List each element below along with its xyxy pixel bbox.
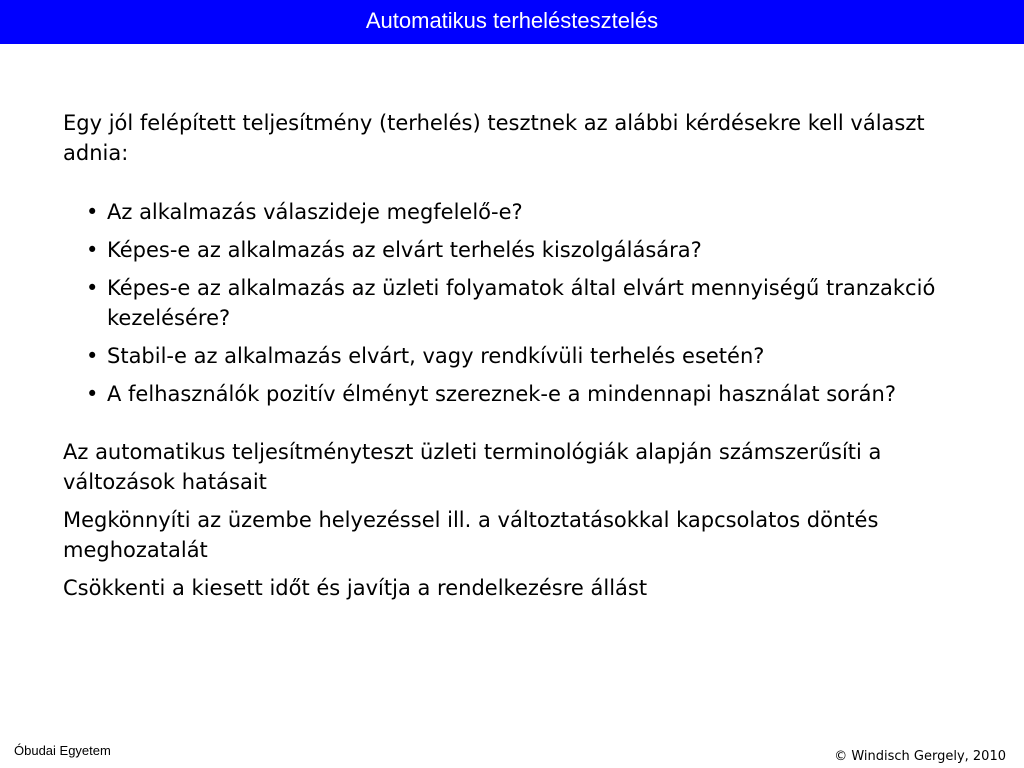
- question-list: [63, 197, 993, 409]
- slide-content: [63, 108, 993, 603]
- question-text: A felhasználók pozitív élményt szereznek-e a mindennapi használat során?: [107, 382, 896, 406]
- question-text: Stabil-e az alkalmazás elvárt, vagy rendkívüli terhelés esetén?: [107, 344, 765, 368]
- footer-copyright: © Windisch Gergely, 2010: [834, 749, 1006, 764]
- slide-title: Automatikus terheléstesztelés: [365, 8, 659, 33]
- closing-paragraph-2: Megkönnyíti az üzembe helyezéssel ill. a változtatásokkal kapcsolatos döntés meghozatalát: [63, 508, 879, 562]
- question-text: Az alkalmazás válaszideje megfelelő-e?: [107, 200, 523, 224]
- closing-paragraph-3: Csökkenti a kiesett időt és javítja a rendelkezésre állást: [63, 576, 648, 600]
- question-item-2: [63, 235, 993, 265]
- title-bar: [0, 0, 1024, 44]
- bullet-icon: •: [86, 344, 99, 368]
- question-item-5: [63, 379, 993, 409]
- bullet-icon: •: [86, 382, 99, 406]
- question-item-3: [63, 273, 993, 333]
- question-item-1: [63, 197, 993, 227]
- bullet-icon: •: [86, 200, 99, 224]
- bullet-icon: •: [86, 238, 99, 262]
- bullet-icon: •: [86, 276, 99, 300]
- question-item-4: [63, 341, 993, 371]
- closing-paragraph-1: Az automatikus teljesítményteszt üzleti terminológiák alapján számszerűsíti a változások hatásait: [63, 440, 882, 494]
- intro-paragraph: Egy jól felépített teljesítmény (terhelés) tesztnek az alábbi kérdésekre kell választ adnia:: [63, 111, 925, 165]
- question-text: Képes-e az alkalmazás az üzleti folyamatok által elvárt mennyiségű tranzakció kezelésére?: [107, 276, 936, 330]
- footer-institution: Óbudai Egyetem: [14, 743, 111, 758]
- question-text: Képes-e az alkalmazás az elvárt terhelés kiszolgálására?: [107, 238, 702, 262]
